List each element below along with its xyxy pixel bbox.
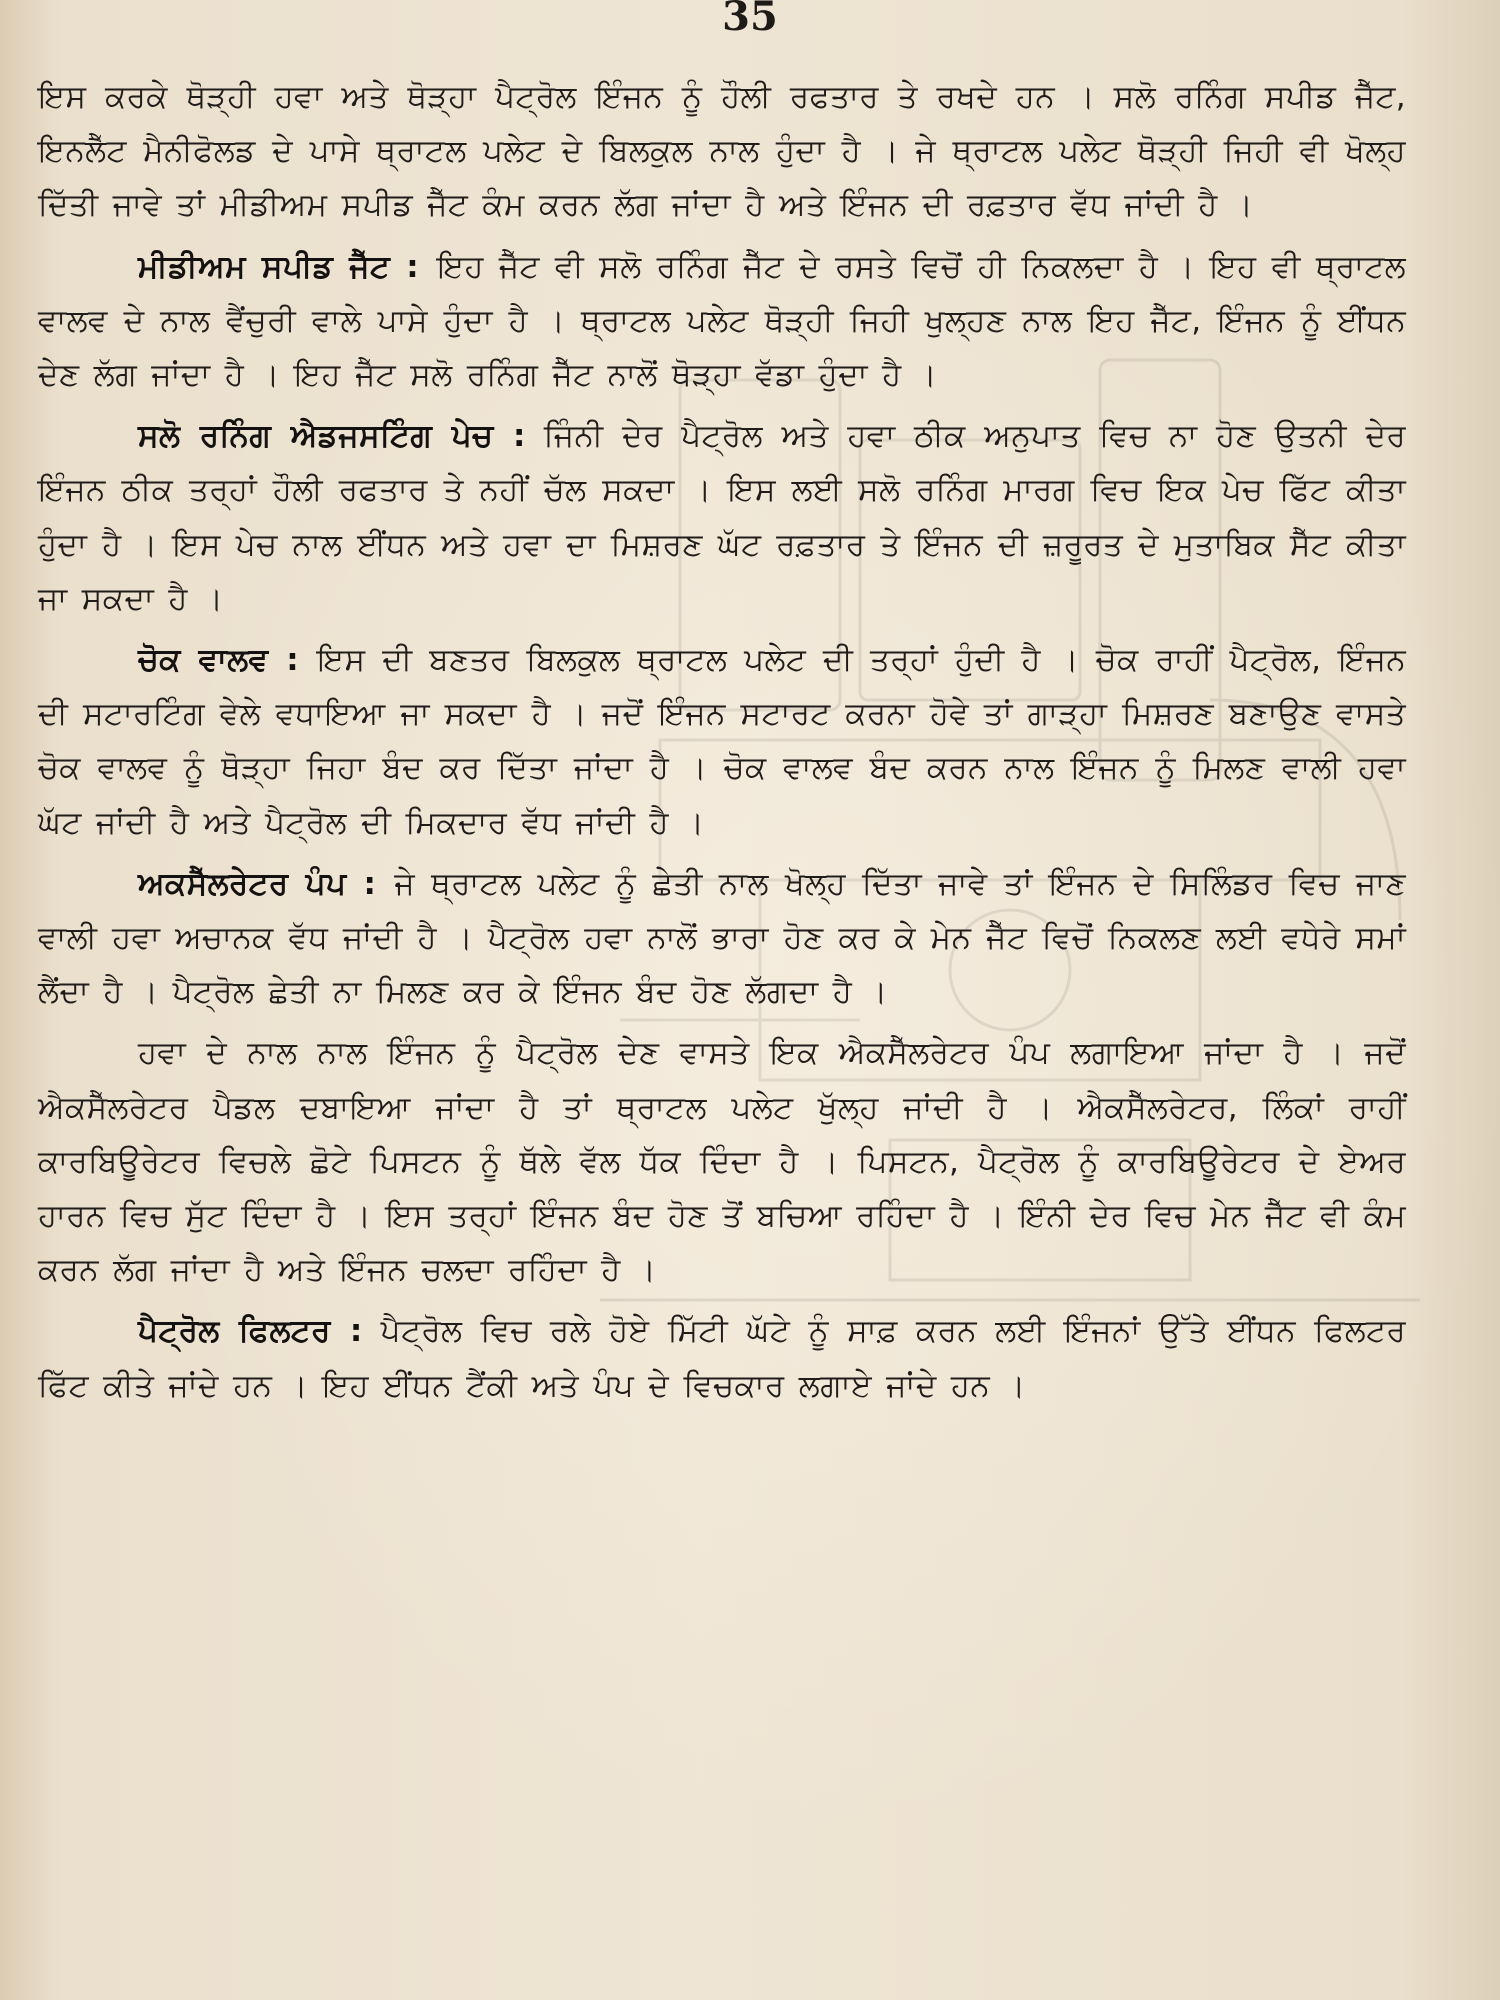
- paragraph-choke-valve: [38, 633, 1406, 850]
- paragraph-text: ਇਸ ਕਰਕੇ ਥੋੜ੍ਹੀ ਹਵਾ ਅਤੇ ਥੋੜ੍ਹਾ ਪੈਟ੍ਰੋਲ ਇੰਜਨ ਨੂੰ ਹੌਲੀ ਰਫਤਾਰ ਤੇ ਰਖਦੇ ਹਨ । ਸਲੋ ਰਨਿੰਗ ਸਪੀਡ ਜੈੱਟ, ਇਨਲੈੱਟ ਮੈਨੀਫੋਲਡ ਦੇ ਪਾਸੇ ਥ੍ਰਾਟਲ ਪਲੇਟ ਦੇ ਬਿਲਕੁਲ ਨਾਲ ਹੁੰਦਾ ਹੈ । ਜੇ ਥ੍ਰਾਟਲ ਪਲੇਟ ਥੋੜ੍ਹੀ ਜਿਹੀ ਵੀ ਖੋਲ੍ਹ ਦਿੱਤੀ ਜਾਵੇ ਤਾਂ ਮੀਡੀਅਮ ਸਪੀਡ ਜੈੱਟ ਕੰਮ ਕਰਨ ਲੱਗ ਜਾਂਦਾ ਹੈ ਅਤੇ ਇੰਜਨ ਦੀ ਰਫ਼ਤਾਰ ਵੱਧ ਜਾਂਦੀ ਹੈ ।: [38, 79, 1406, 224]
- section-heading: ਸਲੋ ਰਨਿੰਗ ਐਡਜਸਟਿੰਗ ਪੇਚ :: [138, 418, 526, 455]
- section-heading: ਪੈਟ੍ਰੋਲ ਫਿਲਟਰ :: [138, 1313, 363, 1350]
- paragraph-text: ਇਸ ਦੀ ਬਣਤਰ ਬਿਲਕੁਲ ਥ੍ਰਾਟਲ ਪਲੇਟ ਦੀ ਤਰ੍ਹਾਂ ਹੁੰਦੀ ਹੈ । ਚੋਕ ਰਾਹੀਂ ਪੈਟ੍ਰੋਲ, ਇੰਜਨ ਦੀ ਸਟਾਰਟਿੰਗ ਵੇਲੇ ਵਧਾਇਆ ਜਾ ਸਕਦਾ ਹੈ । ਜਦੋਂ ਇੰਜਨ ਸਟਾਰਟ ਕਰਨਾ ਹੋਵੇ ਤਾਂ ਗਾੜ੍ਹਾ ਮਿਸ਼ਰਣ ਬਣਾਉਣ ਵਾਸਤੇ ਚੋਕ ਵਾਲਵ ਨੂੰ ਥੋੜ੍ਹਾ ਜਿਹਾ ਬੰਦ ਕਰ ਦਿੱਤਾ ਜਾਂਦਾ ਹੈ । ਚੋਕ ਵਾਲਵ ਬੰਦ ਕਰਨ ਨਾਲ ਇੰਜਨ ਨੂੰ ਮਿਲਣ ਵਾਲੀ ਹਵਾ ਘੱਟ ਜਾਂਦੀ ਹੈ ਅਤੇ ਪੈਟ੍ਰੋਲ ਦੀ ਮਿਕਦਾਰ ਵੱਧ ਜਾਂਦੀ ਹੈ ।: [38, 642, 1406, 841]
- paragraph-text: ਹਵਾ ਦੇ ਨਾਲ ਨਾਲ ਇੰਜਨ ਨੂੰ ਪੈਟ੍ਰੋਲ ਦੇਣ ਵਾਸਤੇ ਇਕ ਐਕਸੈੱਲਰੇਟਰ ਪੰਪ ਲਗਾਇਆ ਜਾਂਦਾ ਹੈ । ਜਦੋਂ ਐਕਸੈੱਲਰੇਟਰ ਪੈਡਲ ਦਬਾਇਆ ਜਾਂਦਾ ਹੈ ਤਾਂ ਥ੍ਰਾਟਲ ਪਲੇਟ ਖੁੱਲ੍ਹ ਜਾਂਦੀ ਹੈ । ਐਕਸੈੱਲਰੇਟਰ, ਲਿੰਕਾਂ ਰਾਹੀਂ ਕਾਰਬਿਊਰੇਟਰ ਵਿਚਲੇ ਛੋਟੇ ਪਿਸਟਨ ਨੂੰ ਥੱਲੇ ਵੱਲ ਧੱਕ ਦਿੰਦਾ ਹੈ । ਪਿਸਟਨ, ਪੈਟ੍ਰੋਲ ਨੂੰ ਕਾਰਬਿਊਰੇਟਰ ਦੇ ਏਅਰ ਹਾਰਨ ਵਿਚ ਸੁੱਟ ਦਿੰਦਾ ਹੈ । ਇਸ ਤਰ੍ਹਾਂ ਇੰਜਨ ਬੰਦ ਹੋਣ ਤੋਂ ਬਚਿਆ ਰਹਿੰਦਾ ਹੈ । ਇੰਨੀ ਦੇਰ ਵਿਚ ਮੇਨ ਜੈੱਟ ਵੀ ਕੰਮ ਕਰਨ ਲੱਗ ਜਾਂਦਾ ਹੈ ਅਤੇ ਇੰਜਨ ਚਲਦਾ ਰਹਿੰਦਾ ਹੈ ।: [38, 1035, 1406, 1289]
- section-heading: ਅਕਸੈੱਲਰੇਟਰ ਪੰਪ :: [138, 865, 377, 902]
- paragraph-text: ਪੈਟ੍ਰੋਲ ਵਿਚ ਰਲੇ ਹੋਏ ਮਿੱਟੀ ਘੱਟੇ ਨੂੰ ਸਾਫ਼ ਕਰਨ ਲਈ ਇੰਜਨਾਂ ਉੱਤੇ ਈਂਧਨ ਫਿਲਟਰ ਫਿੱਟ ਕੀਤੇ ਜਾਂਦੇ ਹਨ । ਇਹ ਈਂਧਨ ਟੈਂਕੀ ਅਤੇ ਪੰਪ ਦੇ ਵਿਚਕਾਰ ਲਗਾਏ ਜਾਂਦੇ ਹਨ ।: [38, 1313, 1406, 1404]
- paragraph-text: ਇਹ ਜੈੱਟ ਵੀ ਸਲੋ ਰਨਿੰਗ ਜੈੱਟ ਦੇ ਰਸਤੇ ਵਿਚੋਂ ਹੀ ਨਿਕਲਦਾ ਹੈ । ਇਹ ਵੀ ਥ੍ਰਾਟਲ ਵਾਲਵ ਦੇ ਨਾਲ ਵੈਂਚੁਰੀ ਵਾਲੇ ਪਾਸੇ ਹੁੰਦਾ ਹੈ । ਥ੍ਰਾਟਲ ਪਲੇਟ ਥੋੜ੍ਹੀ ਜਿਹੀ ਖੁਲ੍ਹਣ ਨਾਲ ਇਹ ਜੈੱਟ, ਇੰਜਨ ਨੂੰ ਈਂਧਨ ਦੇਣ ਲੱਗ ਜਾਂਦਾ ਹੈ । ਇਹ ਜੈੱਟ ਸਲੋ ਰਨਿੰਗ ਜੈੱਟ ਨਾਲੋਂ ਥੋੜ੍ਹਾ ਵੱਡਾ ਹੁੰਦਾ ਹੈ ।: [38, 248, 1406, 394]
- paragraph-text: ਜੇ ਥ੍ਰਾਟਲ ਪਲੇਟ ਨੂੰ ਛੇਤੀ ਨਾਲ ਖੋਲ੍ਹ ਦਿੱਤਾ ਜਾਵੇ ਤਾਂ ਇੰਜਨ ਦੇ ਸਿਲਿੰਡਰ ਵਿਚ ਜਾਣ ਵਾਲੀ ਹਵਾ ਅਚਾਨਕ ਵੱਧ ਜਾਂਦੀ ਹੈ । ਪੈਟ੍ਰੋਲ ਹਵਾ ਨਾਲੋਂ ਭਾਰਾ ਹੋਣ ਕਰ ਕੇ ਮੇਨ ਜੈੱਟ ਵਿਚੋਂ ਨਿਕਲਣ ਲਈ ਵਧੇਰੇ ਸਮਾਂ ਲੈਂਦਾ ਹੈ । ਪੈਟ੍ਰੋਲ ਛੇਤੀ ਨਾ ਮਿਲਣ ਕਰ ਕੇ ਇੰਜਨ ਬੰਦ ਹੋਣ ਲੱਗਦਾ ਹੈ ।: [38, 865, 1406, 1011]
- section-heading: ਮੀਡੀਅਮ ਸਪੀਡ ਜੈੱਟ :: [138, 248, 420, 285]
- paragraph-medium-speed-jet: [38, 240, 1406, 403]
- paragraph-petrol-filter: [38, 1304, 1406, 1412]
- paragraph-text: ਜਿੰਨੀ ਦੇਰ ਪੈਟ੍ਰੋਲ ਅਤੇ ਹਵਾ ਠੀਕ ਅਨੁਪਾਤ ਵਿਚ ਨਾ ਹੋਣ ਉਤਨੀ ਦੇਰ ਇੰਜਨ ਠੀਕ ਤਰ੍ਹਾਂ ਹੌਲੀ ਰਫਤਾਰ ਤੇ ਨਹੀਂ ਚੱਲ ਸਕਦਾ । ਇਸ ਲਈ ਸਲੋ ਰਨਿੰਗ ਮਾਰਗ ਵਿਚ ਇਕ ਪੇਚ ਫਿੱਟ ਕੀਤਾ ਹੁੰਦਾ ਹੈ । ਇਸ ਪੇਚ ਨਾਲ ਈਂਧਨ ਅਤੇ ਹਵਾ ਦਾ ਮਿਸ਼ਰਣ ਘੱਟ ਰਫ਼ਤਾਰ ਤੇ ਇੰਜਨ ਦੀ ਜ਼ਰੂਰਤ ਦੇ ਮੁਤਾਬਿਕ ਸੈੱਟ ਕੀਤਾ ਜਾ ਸਕਦਾ ਹੈ ।: [38, 418, 1407, 617]
- paragraph-accelerator-pump-detail: [38, 1026, 1406, 1297]
- section-heading: ਚੋਕ ਵਾਲਵ :: [138, 642, 299, 679]
- page-number: 35: [722, 0, 778, 40]
- body-text: [38, 70, 1406, 1420]
- paragraph-accelerator-pump: [38, 857, 1406, 1020]
- paragraph-slow-running-adjusting-screw: [38, 409, 1406, 626]
- paragraph-slow-running-continued: [38, 70, 1406, 233]
